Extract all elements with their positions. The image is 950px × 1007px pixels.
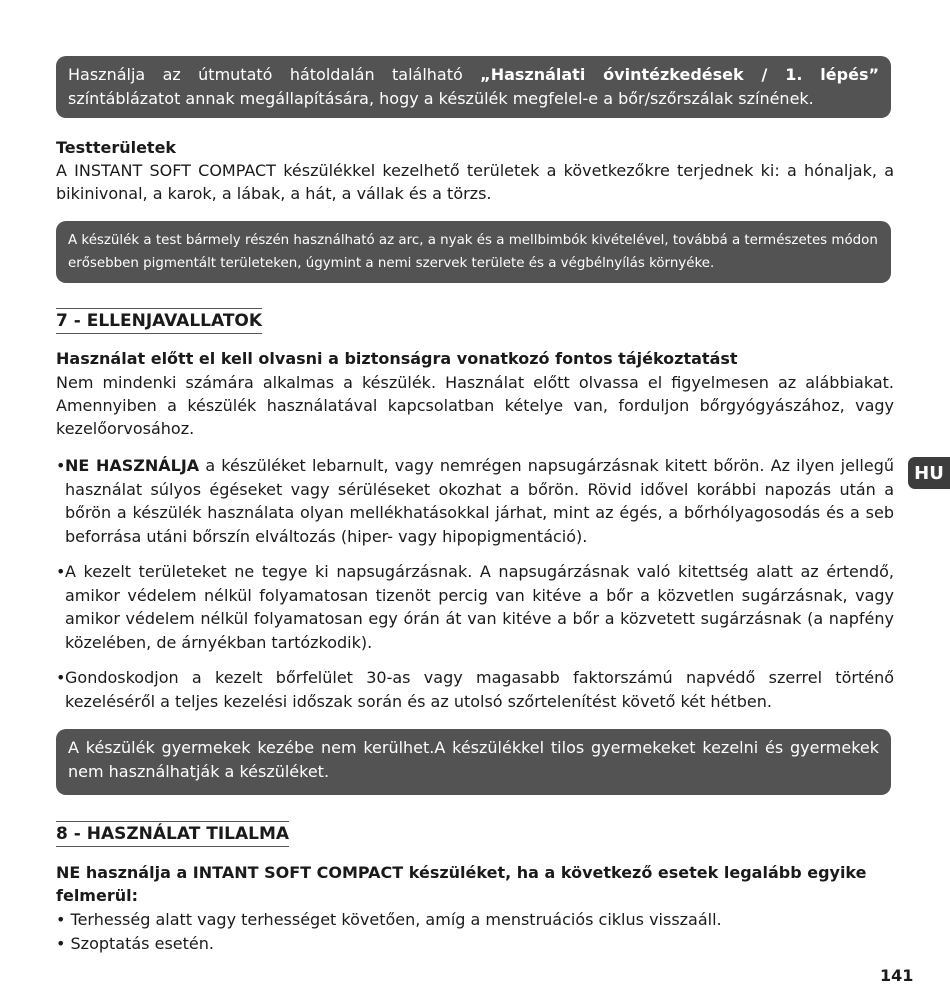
bullet-sunscreen-text: Gondoskodjon a kezelt bőrfelület 30-as vagy magasabb faktorszámú napvédő szerrel történő kezeléséről a teljes kezelési időszak során és az utolsó szőrtelenítést követő két hétben.	[65, 668, 894, 711]
section-7-bottom-rule	[56, 333, 262, 334]
section-8-title	[56, 823, 289, 845]
bullet-marker: •	[56, 456, 66, 475]
section-7-top-rule	[56, 308, 262, 309]
bullet-no-tanned-skin-body: a készüléket lebarnult, vagy nemrégen napsugárzásnak kitett bőrön. Az ilyen jellegű használat súlyos égéseket vagy sérüléseket okozhat a bőrön. Rövid idővel korábbi napozás után a bőrön a készülék használata olyan mellékhatásokkal járhat, mint az égés, a bőrhólyagosodás és a seb beforrása utáni bőrszín elváltozás (hiper- vagy hipopigmentáció).	[65, 456, 895, 546]
section-7-title-text: 7 - ELLENJAVALLATOK	[56, 311, 263, 331]
section-8-bottom-rule	[56, 846, 289, 847]
bullet-no-tanned-skin	[56, 454, 894, 548]
note-color-chart-suffix: színtáblázatot annak megállapítására, hogy a készülék megfelel-e a bőr/szőrszálak színének.	[68, 89, 814, 108]
section-8-top-rule	[56, 821, 289, 822]
bullet-avoid-sun-text: A kezelt területeket ne tegye ki napsugárzásnak. A napsugárzásnak való kitettség alatt az értendő, amikor védelem nélkül folyamatosan tizenöt percig van kitéve a bőr a közvetlen sugárzásnak, vagy amikor védelem nélkül folyamatosan egy órán át van kitéve a bőr a közvetett sugárzásnak (a napfény közelében, de árnyékban tartózkodik).	[65, 562, 894, 652]
page-number: 141	[880, 966, 914, 985]
note-children-text: A készülék gyermekek kezébe nem kerülhet.A készülékkel tilos gyermekeket kezelni és gyermekek nem használhatják a készüléket.	[68, 738, 879, 781]
section-8-item-pregnancy: • Terhesség alatt vagy terhességet követően, amíg a menstruációs ciklus visszaáll.	[56, 910, 722, 929]
note-color-chart-emphasis: „Használati óvintézkedések / 1. lépés”	[480, 65, 879, 84]
section-8-item-breastfeeding: • Szoptatás esetén.	[56, 934, 214, 953]
note-body-restrictions-text: A készülék a test bármely részén használható az arc, a nyak és a mellbimbók kivételével, továbbá a természetes módon erősebben pigmentált területeken, úgymint a nemi szervek területe és a végbélnyílás környéke.	[68, 233, 878, 271]
bullet-no-tanned-skin-text	[65, 454, 894, 548]
section-7-intro: Nem mindenki számára alkalmas a készülék. Használat előtt olvassa el figyelmesen az alábbiakat. Amennyiben a készülék használatával kapcsolatban kételye van, forduljon bőrgyógyászához, vagy kezelőorvosához.	[56, 373, 894, 438]
section-7-subheading: Használat előtt el kell olvasni a biztonságra vonatkozó fontos tájékoztatást	[56, 349, 738, 368]
note-children	[56, 729, 891, 795]
language-tab: HU	[908, 457, 950, 489]
bullet-no-tanned-skin-strong: NE HASZNÁLJA	[65, 456, 200, 475]
test-areas-text: A INSTANT SOFT COMPACT készülékkel kezelhető területek a következőkre terjednek ki: a hónaljak, a bikinivonal, a karok, a lábak, a hát, a vállak és a törzs.	[56, 161, 894, 203]
section-7-title	[56, 310, 262, 332]
section-8-subheading: NE használja a INTANT SOFT COMPACT készüléket, ha a következő esetek legalább egyike felmerül:	[56, 863, 867, 905]
bullet-marker: •	[56, 562, 66, 581]
bullet-avoid-sun	[56, 560, 894, 654]
bullet-sunscreen	[56, 666, 894, 713]
note-color-chart	[56, 56, 891, 118]
section-8-title-text: 8 - HASZNÁLAT TILALMA	[56, 824, 290, 844]
test-areas-heading: Testterületek	[56, 138, 177, 157]
note-body-restrictions	[56, 221, 891, 283]
bullet-marker: •	[56, 668, 66, 687]
note-color-chart-prefix: Használja az útmutató hátoldalán található	[68, 65, 481, 84]
